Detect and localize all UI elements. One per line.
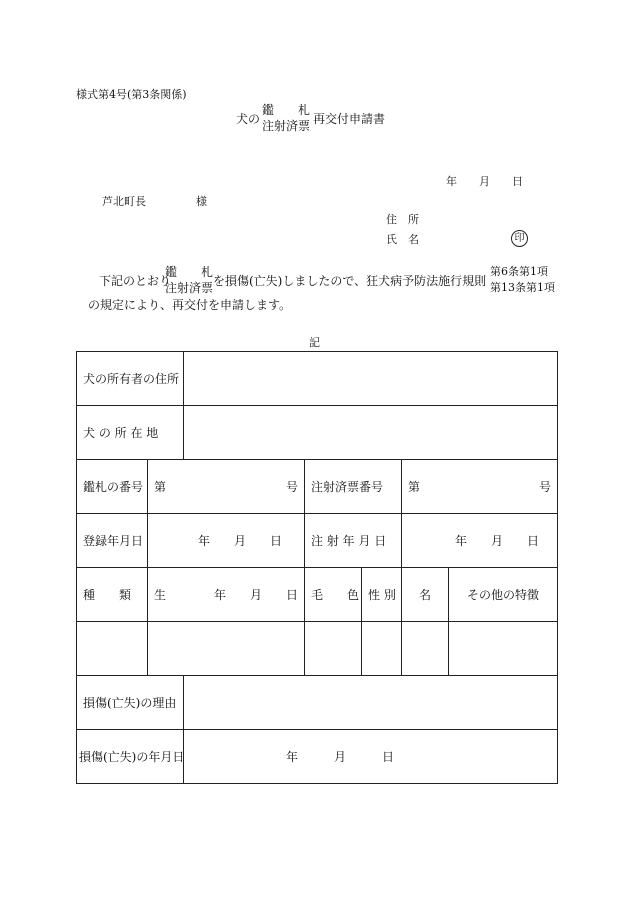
tag-number-label: 鑑札の番号 [77, 460, 148, 514]
birth-label-cell [148, 568, 305, 622]
seal-mark: 印 [511, 230, 528, 247]
addressee-name: 芦北町長 [102, 195, 146, 208]
form-code: 様式第4号(第3条関係) [76, 88, 187, 101]
registration-date-value[interactable]: 年 月 日 [148, 514, 305, 568]
ki-label: 記 [309, 336, 320, 349]
damage-date-label: 損傷(亡失)の年月日 [77, 730, 184, 784]
row-numbers [77, 460, 558, 514]
body-line2: の規定により、再交付を申請します。 [88, 298, 292, 312]
dog-name-value[interactable] [402, 622, 449, 676]
body-stack-bottom: 注射済票 [165, 281, 214, 295]
other-features-label: その他の特徴 [449, 568, 558, 622]
dog-location-label: 犬 の 所 在 地 [77, 406, 184, 460]
body-lead: 下記のとおり [99, 274, 172, 288]
injection-number-value[interactable] [402, 460, 558, 514]
body-stack [165, 264, 213, 296]
injection-number-dai: 第 [408, 480, 421, 494]
breed-value[interactable] [77, 622, 148, 676]
row-dog-location [77, 406, 558, 460]
address-label: 住 所 [386, 213, 419, 226]
row-owner-address [77, 352, 558, 406]
title-stack-top: 鑑 札 [262, 103, 311, 117]
addressee-honorific: 様 [196, 195, 207, 208]
form-table [76, 351, 558, 784]
damage-date-value[interactable]: 年 月 日 [184, 730, 558, 784]
owner-address-value[interactable] [184, 352, 558, 406]
dog-location-value[interactable] [184, 406, 558, 460]
name-label: 氏 名 [386, 233, 419, 246]
coat-value[interactable] [305, 622, 362, 676]
date-line: 年 月 日 [446, 175, 523, 188]
damage-reason-value[interactable] [184, 676, 558, 730]
birth-value[interactable] [148, 622, 305, 676]
title-prefix: 犬の [236, 112, 261, 126]
coat-label: 毛 色 [305, 568, 362, 622]
sex-value[interactable] [362, 622, 402, 676]
row-dog-details-values [77, 622, 558, 676]
rule-bottom: 第13条第1項 [490, 281, 555, 294]
title-stack [262, 102, 310, 134]
birth-label: 生 [154, 588, 167, 602]
dog-name-label: 名 [402, 568, 449, 622]
other-features-value[interactable] [449, 622, 558, 676]
row-dog-details-header [77, 568, 558, 622]
injection-number-label: 注射済票番号 [305, 460, 402, 514]
breed-label [77, 568, 148, 622]
row-damage-date [77, 730, 558, 784]
row-dates [77, 514, 558, 568]
title-stack-bottom: 注射済票 [262, 119, 311, 133]
injection-date-label: 注 射 年 月 日 [305, 514, 402, 568]
owner-address-label: 犬の所有者の住所 [77, 352, 184, 406]
row-damage-reason [77, 676, 558, 730]
birth-ymd: 年 月 日 [214, 588, 299, 602]
registration-date-label: 登録年月日 [77, 514, 148, 568]
breed-label-text: 種 類 [83, 588, 132, 602]
tag-number-value[interactable] [148, 460, 305, 514]
injection-date-value[interactable]: 年 月 日 [402, 514, 558, 568]
body-stack-top: 鑑 札 [165, 265, 214, 279]
body-middle: を損傷(亡失)しましたので、狂犬病予防法施行規則 [213, 274, 487, 288]
title-suffix: 再交付申請書 [313, 112, 386, 126]
sex-label: 性 別 [362, 568, 402, 622]
tag-number-go: 号 [286, 480, 299, 494]
injection-number-go: 号 [539, 480, 552, 494]
rule-stack [490, 264, 555, 296]
rule-top: 第6条第1項 [490, 265, 548, 278]
damage-reason-label: 損傷(亡失)の理由 [77, 676, 184, 730]
tag-number-dai: 第 [154, 480, 167, 494]
